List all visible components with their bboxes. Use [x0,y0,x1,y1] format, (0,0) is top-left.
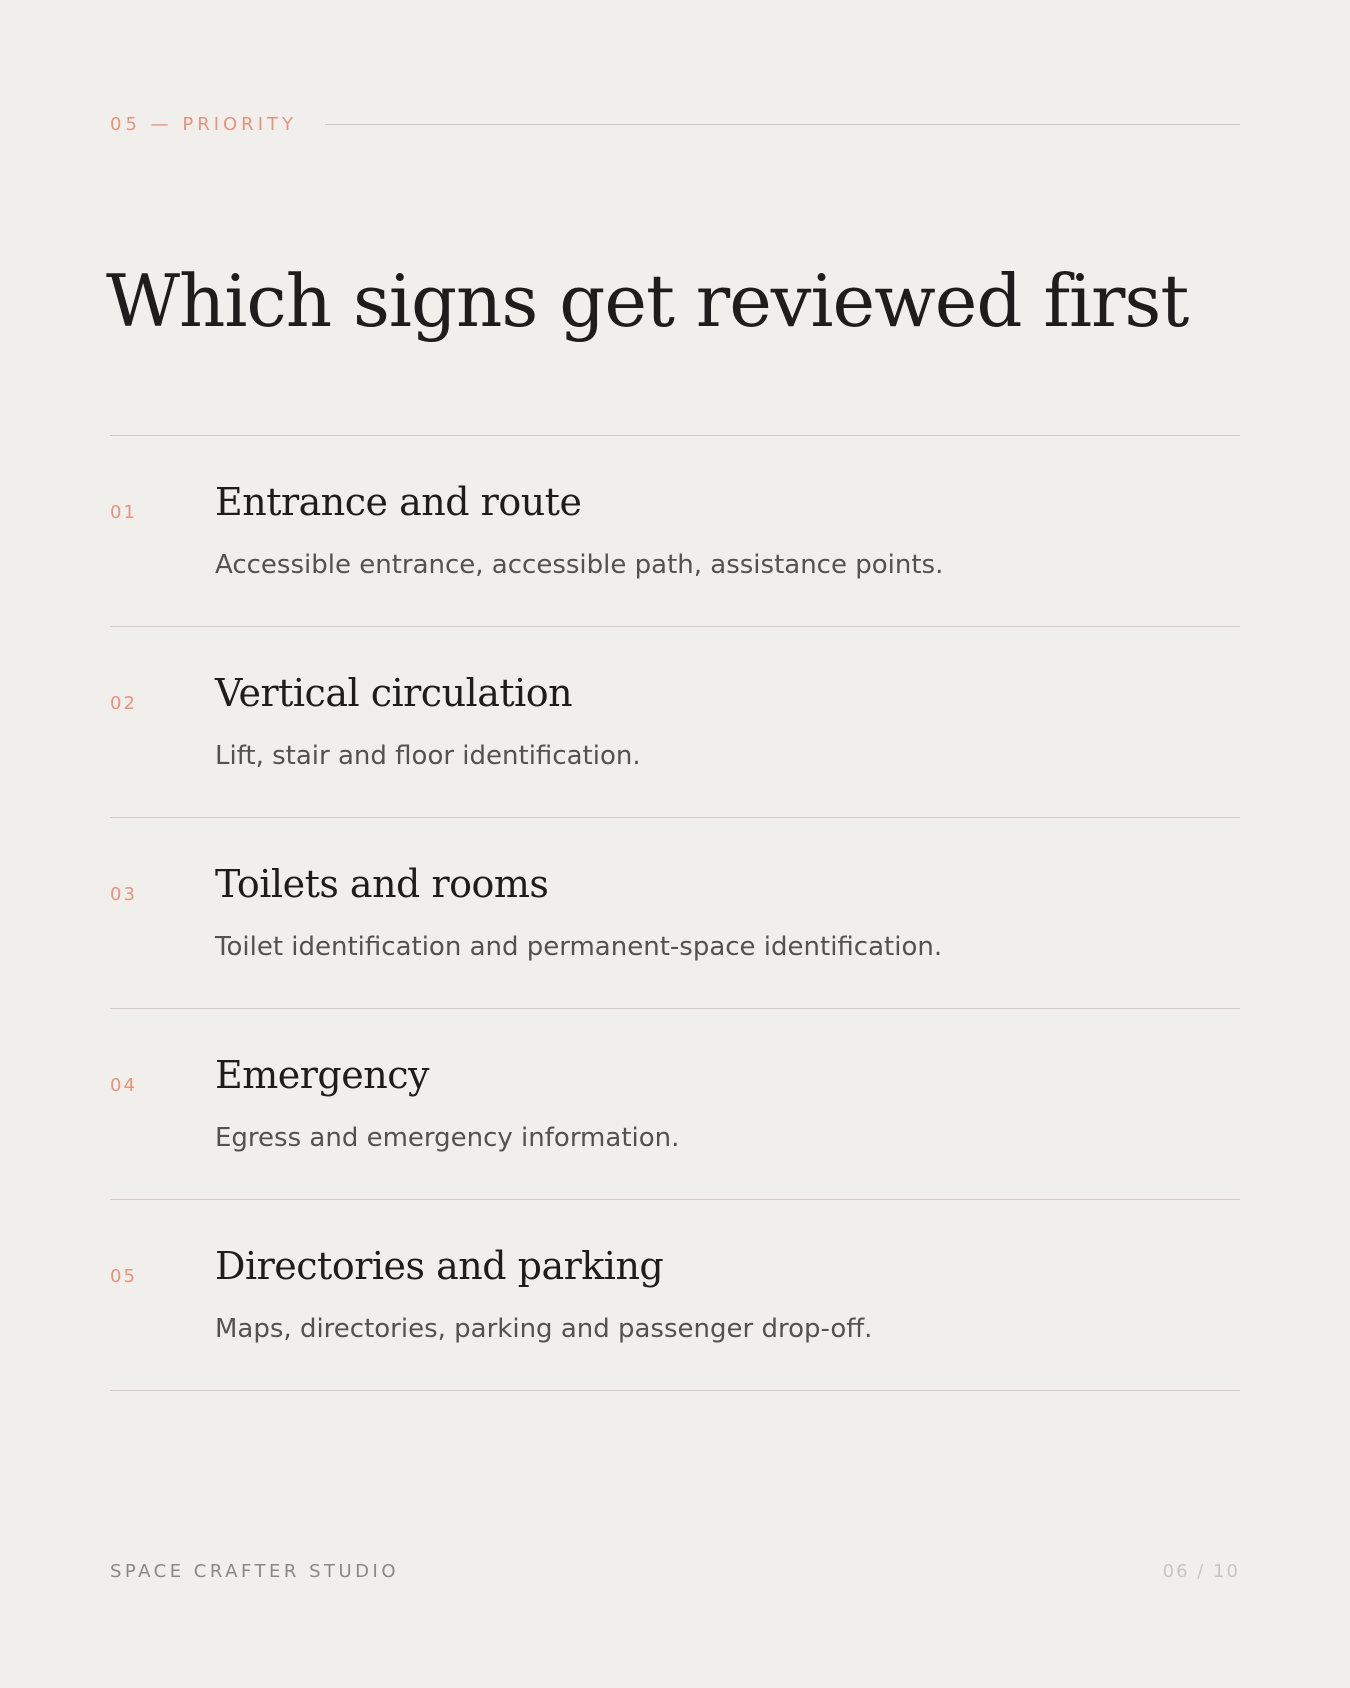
section-label: 05 — PRIORITY [110,113,297,135]
list-item [110,627,1240,818]
item-description: Maps, directories, parking and passenger drop-off. [215,1314,873,1344]
item-title: Entrance and route [215,480,582,524]
item-description: Accessible entrance, accessible path, assistance points. [215,550,944,580]
item-number: 04 [110,1075,137,1096]
item-description: Egress and emergency information. [215,1123,680,1153]
item-title: Emergency [215,1053,429,1097]
item-description: Toilet identification and permanent-space identification. [215,932,943,962]
page [106,0,1240,1688]
item-title: Toilets and rooms [215,862,549,906]
item-number: 02 [110,693,137,714]
priority-list [110,435,1240,1391]
eyebrow-divider [325,124,1240,125]
item-number: 01 [110,502,137,523]
page-title: Which signs get reviewed first [106,259,1189,343]
item-title: Vertical circulation [215,671,573,715]
item-number: 05 [110,1266,137,1287]
item-title: Directories and parking [215,1244,664,1288]
list-item [110,436,1240,627]
section-eyebrow [110,110,1240,138]
page-number: 06 / 10 [1162,1561,1240,1582]
list-item [110,818,1240,1009]
list-item [110,1009,1240,1200]
item-number: 03 [110,884,137,905]
list-item [110,1200,1240,1391]
item-description: Lift, stair and floor identification. [215,741,641,771]
footer-brand: SPACE CRAFTER STUDIO [110,1561,400,1582]
